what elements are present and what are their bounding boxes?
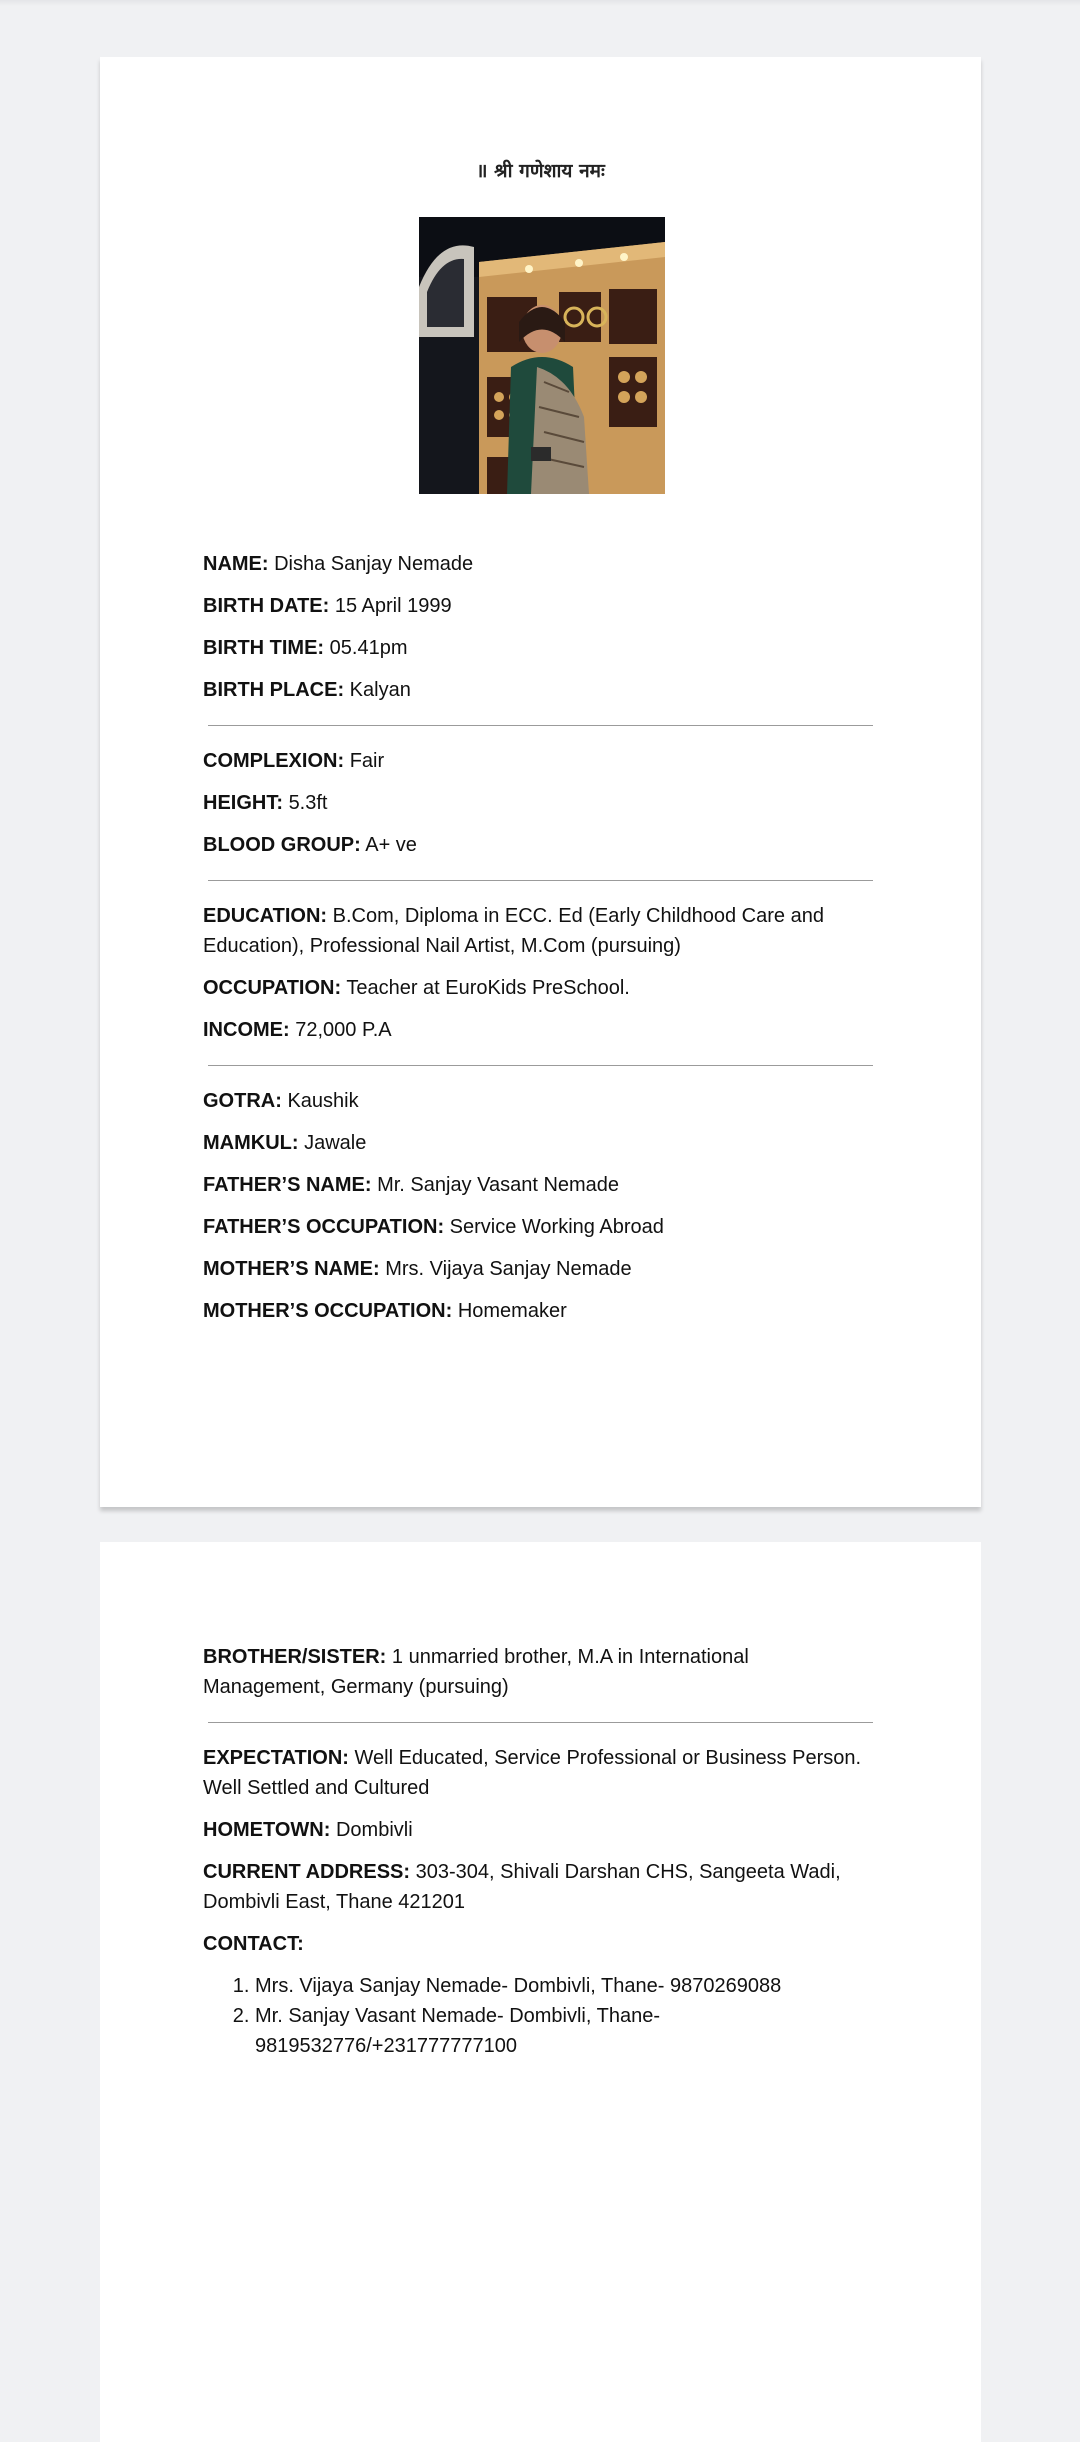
document-page-1 — [100, 57, 981, 1507]
profile-details — [203, 549, 873, 1338]
mamkul-field: MAMKUL: Jawale — [203, 1132, 367, 1154]
document-page-2 — [100, 1542, 981, 2442]
siblings-section — [203, 1642, 873, 1702]
birth-time-field: BIRTH TIME: 05.41pm — [203, 637, 408, 659]
fathers-name-field: FATHER’S NAME: Mr. Sanjay Vasant Nemade — [203, 1174, 620, 1196]
siblings-field: BROTHER/SISTER: 1 unmarried brother, M.A in International Management, Germany (pursuing) — [203, 1646, 749, 1698]
section-divider — [208, 725, 873, 726]
profile-photo — [419, 217, 665, 494]
personal-section — [203, 549, 873, 705]
hometown-field: HOMETOWN: Dombivli — [203, 1819, 413, 1841]
section-divider — [208, 880, 873, 881]
income-field: INCOME: 72,000 P.A — [203, 1019, 392, 1041]
career-section — [203, 901, 873, 1045]
expectations-section — [203, 1743, 873, 2061]
birth-date-field: BIRTH DATE: 15 April 1999 — [203, 595, 452, 617]
section-divider — [208, 1722, 873, 1723]
gotra-field: GOTRA: Kaushik — [203, 1090, 359, 1112]
expectation-field: EXPECTATION: Well Educated, Service Professional or Business Person. Well Settled and Cultured — [203, 1747, 862, 1799]
contact-list — [203, 1971, 873, 2061]
name-field: NAME: Disha Sanjay Nemade — [203, 553, 474, 575]
profile-details-continued — [203, 1642, 873, 2061]
contact-item: 2. Mr. Sanjay Vasant Nemade- Dombivli, Thane- 9819532776/+231777777100 — [255, 2001, 873, 2061]
contact-heading: CONTACT: — [203, 1933, 304, 1955]
family-section — [203, 1086, 873, 1326]
section-divider — [208, 1065, 873, 1066]
mothers-name-field: MOTHER’S NAME: Mrs. Vijaya Sanjay Nemade — [203, 1258, 632, 1280]
blood-group-field: BLOOD GROUP: A+ ve — [203, 834, 417, 856]
current-address-field: CURRENT ADDRESS: 303-304, Shivali Darshan CHS, Sangeeta Wadi, Dombivli East, Thane 421201 — [203, 1861, 841, 1913]
birth-place-field: BIRTH PLACE: Kalyan — [203, 679, 411, 701]
education-field: EDUCATION: B.Com, Diploma in ECC. Ed (Early Childhood Care and Education), Professional Nail Artist, M.Com (pursuing) — [203, 905, 824, 957]
occupation-field: OCCUPATION: Teacher at EuroKids PreSchool. — [203, 977, 630, 999]
physical-section — [203, 746, 873, 860]
viewer-top-edge — [0, 0, 1080, 6]
invocation-heading: ॥ श्री गणेशाय नमः — [476, 160, 605, 182]
height-field: HEIGHT: 5.3ft — [203, 792, 328, 814]
complexion-field: COMPLEXION: Fair — [203, 750, 385, 772]
fathers-occupation-field: FATHER’S OCCUPATION: Service Working Abroad — [203, 1216, 664, 1238]
mothers-occupation-field: MOTHER’S OCCUPATION: Homemaker — [203, 1300, 567, 1322]
contact-item: 1. Mrs. Vijaya Sanjay Nemade- Dombivli, Thane- 9870269088 — [255, 1971, 873, 2001]
